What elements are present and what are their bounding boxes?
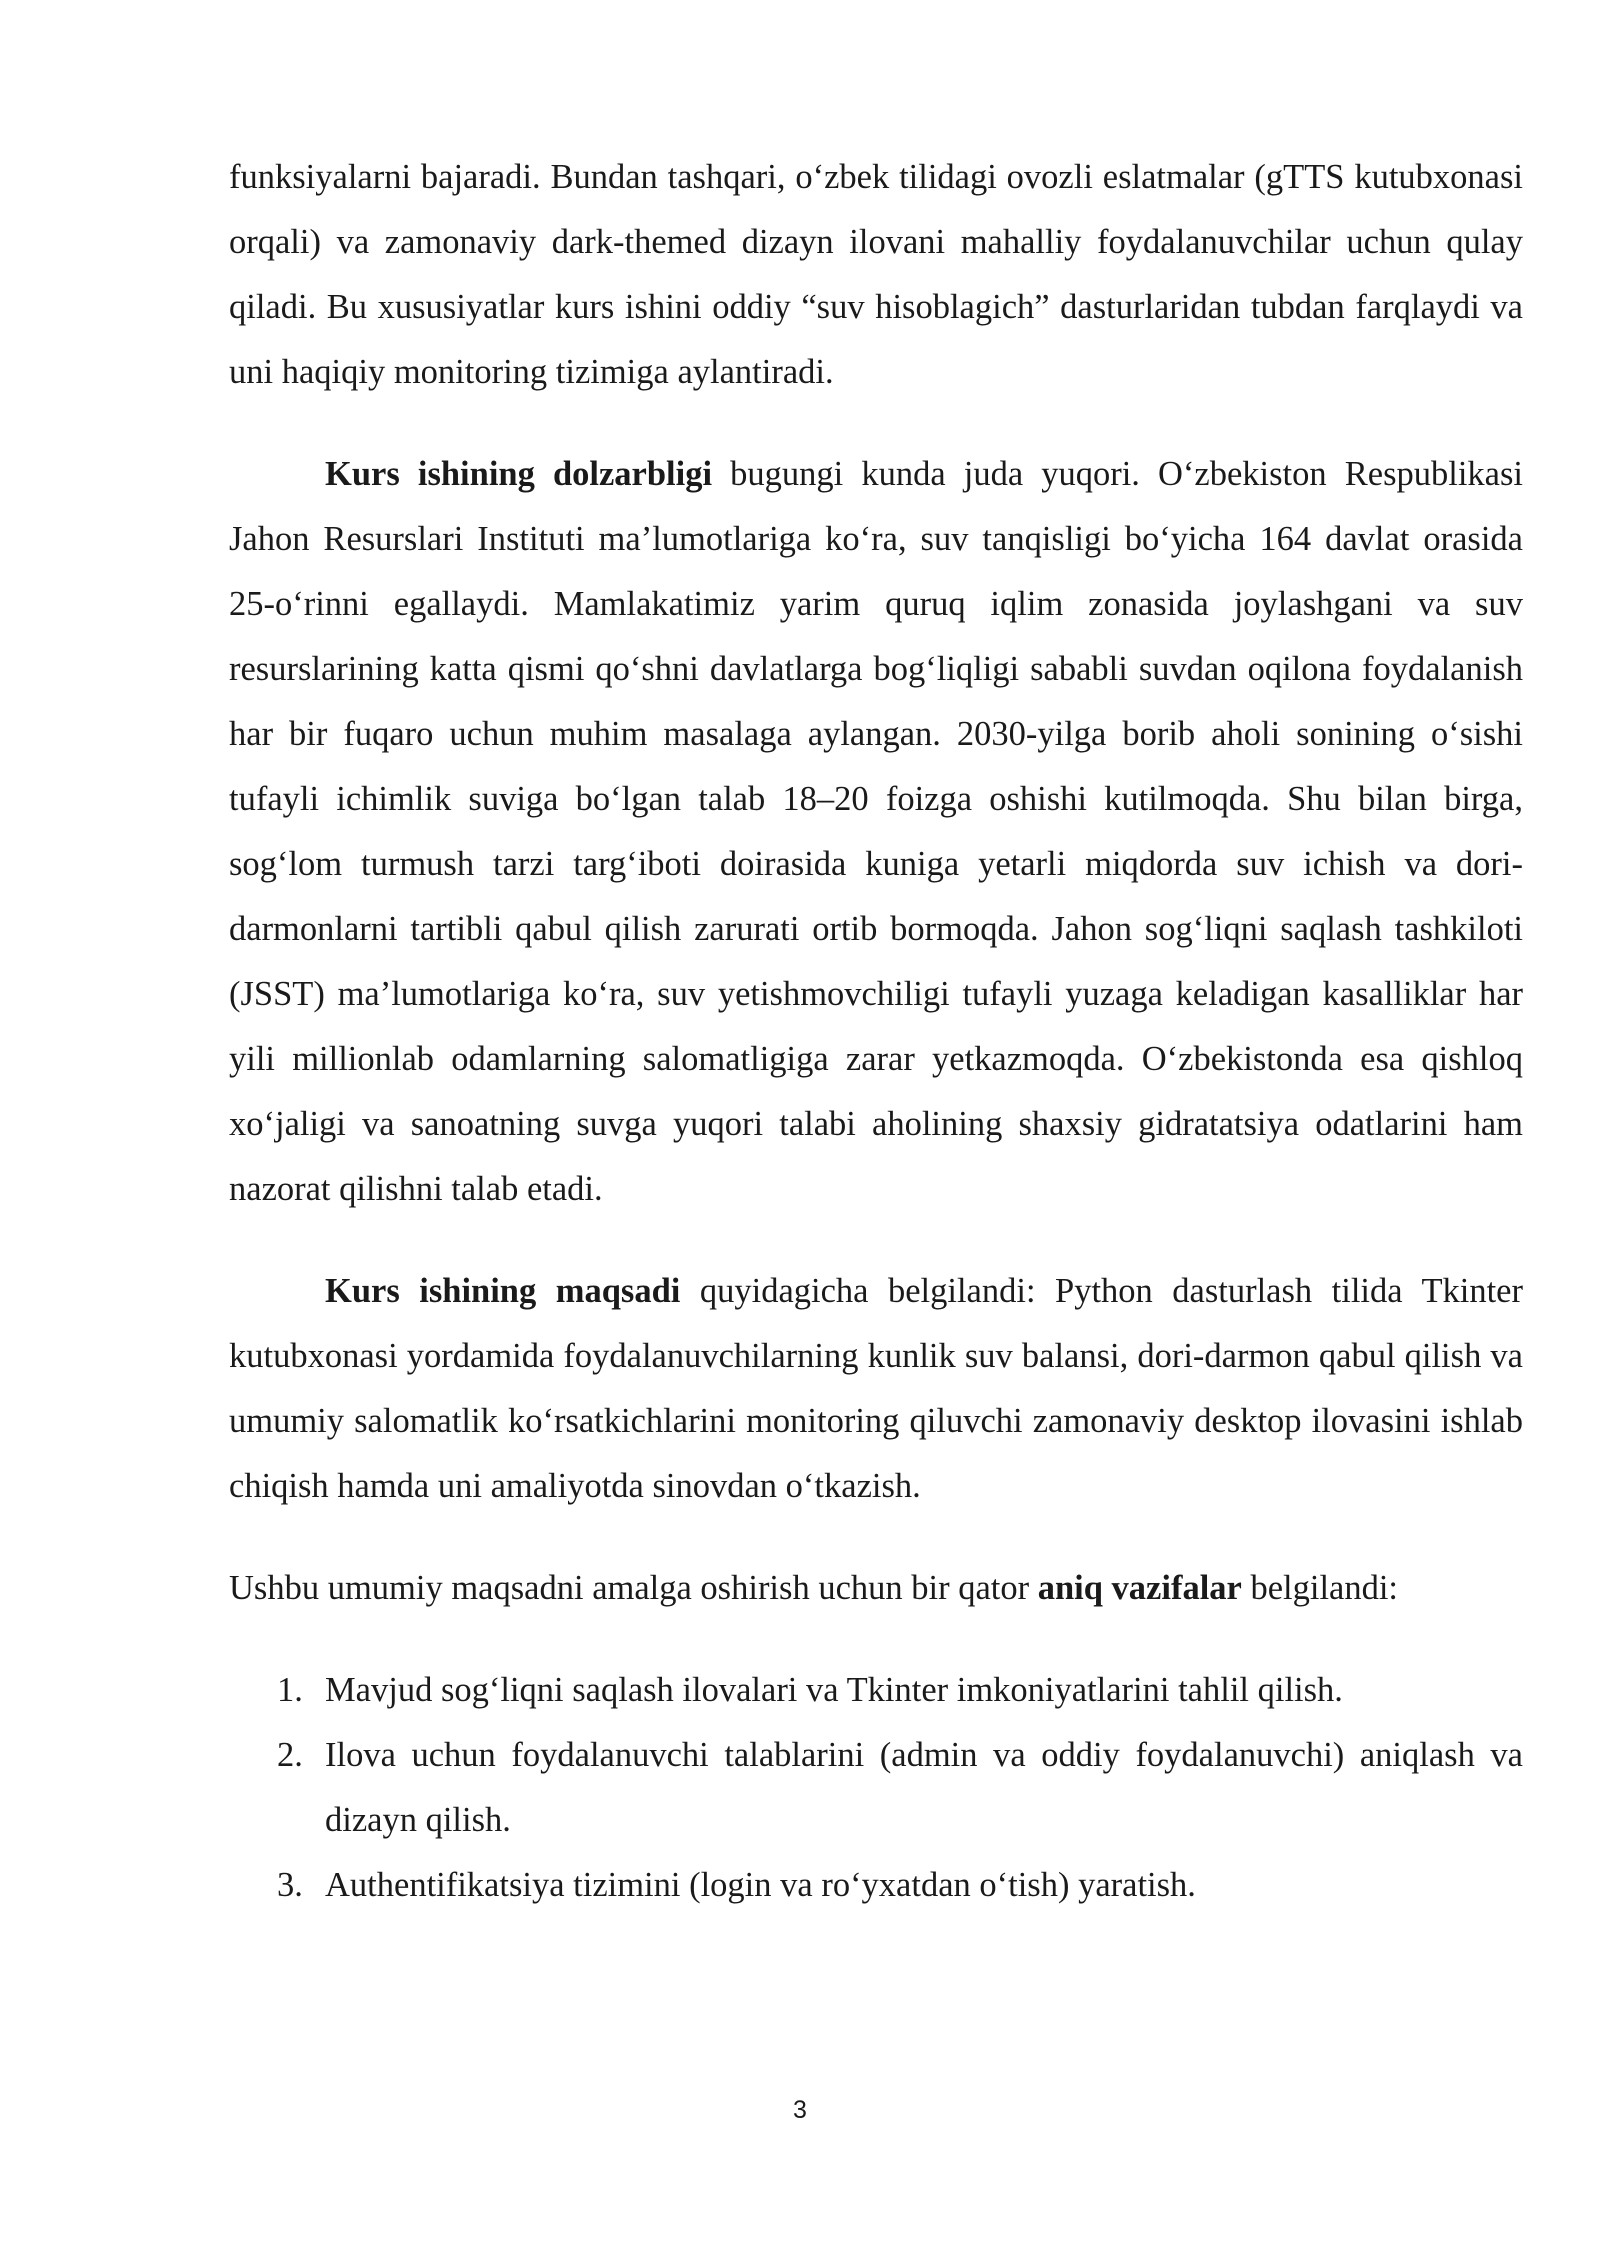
relevance-heading: Kurs ishining dolzarbligi xyxy=(325,455,713,493)
paragraph-goal xyxy=(229,1259,1523,1519)
tasks-intro-after: belgilandi: xyxy=(1241,1569,1399,1607)
goal-text: quyidagicha belgilandi: Python dasturlash tilida Tkinter kutubxonasi yordamida foydalanuvchilarning kunlik suv balansi, dori-darmon qabul qilish va umumiy salomatlik ko‘rsatkichlarini monitoring qiluvchi zamonaviy desktop ilovasini ishlab chiqish hamda uni amaliyotda sinovdan o‘tkazish. xyxy=(229,1272,1523,1505)
paragraph-tasks-intro xyxy=(229,1556,1523,1621)
page-number: 3 xyxy=(793,2096,807,2124)
list-item-text: Authentifikatsiya tizimini (login va ro‘yxatdan o‘tish) yaratish. xyxy=(325,1866,1196,1904)
relevance-text: bugungi kunda juda yuqori. O‘zbekiston Respublikasi Jahon Resurslari Instituti ma’lumotlariga ko‘ra, suv tanqisligi bo‘yicha 164 davlat orasida 25-o‘rinni egallaydi. Mamlakatimiz yarim quruq iqlim zonasida joylashgani va suv resurslarining katta qismi qo‘shni davlatlarga bog‘liqligi sababli suvdan oqilona foydalanish har bir fuqaro uchun muhim masalaga aylangan. 2030-yilga borib aholi sonining o‘sishi tufayli ichimlik suviga bo‘lgan talab 18–20 foizga oshishi kutilmoqda. Shu bilan birga, sog‘lom turmush tarzi targ‘iboti doirasida kuniga yetarli miqdorda suv ichish va dori-darmonlarni tartibli qabul qilish zarurati ortib bormoqda. Jahon sog‘liqni saqlash tashkiloti (JSST) ma’lumotlariga ko‘ra, suv yetishmovchiligi tufayli yuzaga keladigan kasalliklar har yili millionlab odamlarning salomatligiga zarar yetkazmoqda. O‘zbekistonda esa qishloq xo‘jaligi va sanoatning suvga yuqori talabi aholining shaxsiy gidratatsiya odatlarini ham nazorat qilishni talab etadi. xyxy=(229,455,1523,1208)
list-item-number: 2. xyxy=(277,1736,303,1774)
list-item-text: Mavjud sog‘liqni saqlash ilovalari va Tkinter imkoniyatlarini tahlil qilish. xyxy=(325,1671,1343,1709)
tasks-intro-before: Ushbu umumiy maqsadni amalga oshirish uchun bir qator xyxy=(229,1569,1038,1607)
tasks-intro-bold: aniq vazifalar xyxy=(1037,1569,1242,1607)
paragraph-relevance xyxy=(229,442,1523,1222)
page-content xyxy=(229,145,1523,1918)
list-item-number: 1. xyxy=(277,1671,303,1709)
list-item xyxy=(229,1723,1523,1853)
goal-heading: Kurs ishining maqsadi xyxy=(325,1272,681,1310)
paragraph-intro-continuation: funksiyalarni bajaradi. Bundan tashqari, o‘zbek tilidagi ovozli eslatmalar (gTTS kutubxonasi orqali) va zamonaviy dark-themed dizayn ilovani mahalliy foydalanuvchilar uchun qulay qiladi. Bu xususiyatlar kurs ishini oddiy “suv hisoblagich” dasturlaridan tubdan farqlaydi va uni haqiqiy monitoring tizimiga aylantiradi. xyxy=(229,158,1523,391)
list-item-number: 3. xyxy=(277,1866,303,1904)
list-item-text: Ilova uchun foydalanuvchi talablarini (admin va oddiy foydalanuvchi) aniqlash va dizayn qilish. xyxy=(325,1736,1523,1839)
list-item xyxy=(229,1853,1523,1918)
task-list xyxy=(229,1658,1523,1918)
list-item xyxy=(229,1658,1523,1723)
